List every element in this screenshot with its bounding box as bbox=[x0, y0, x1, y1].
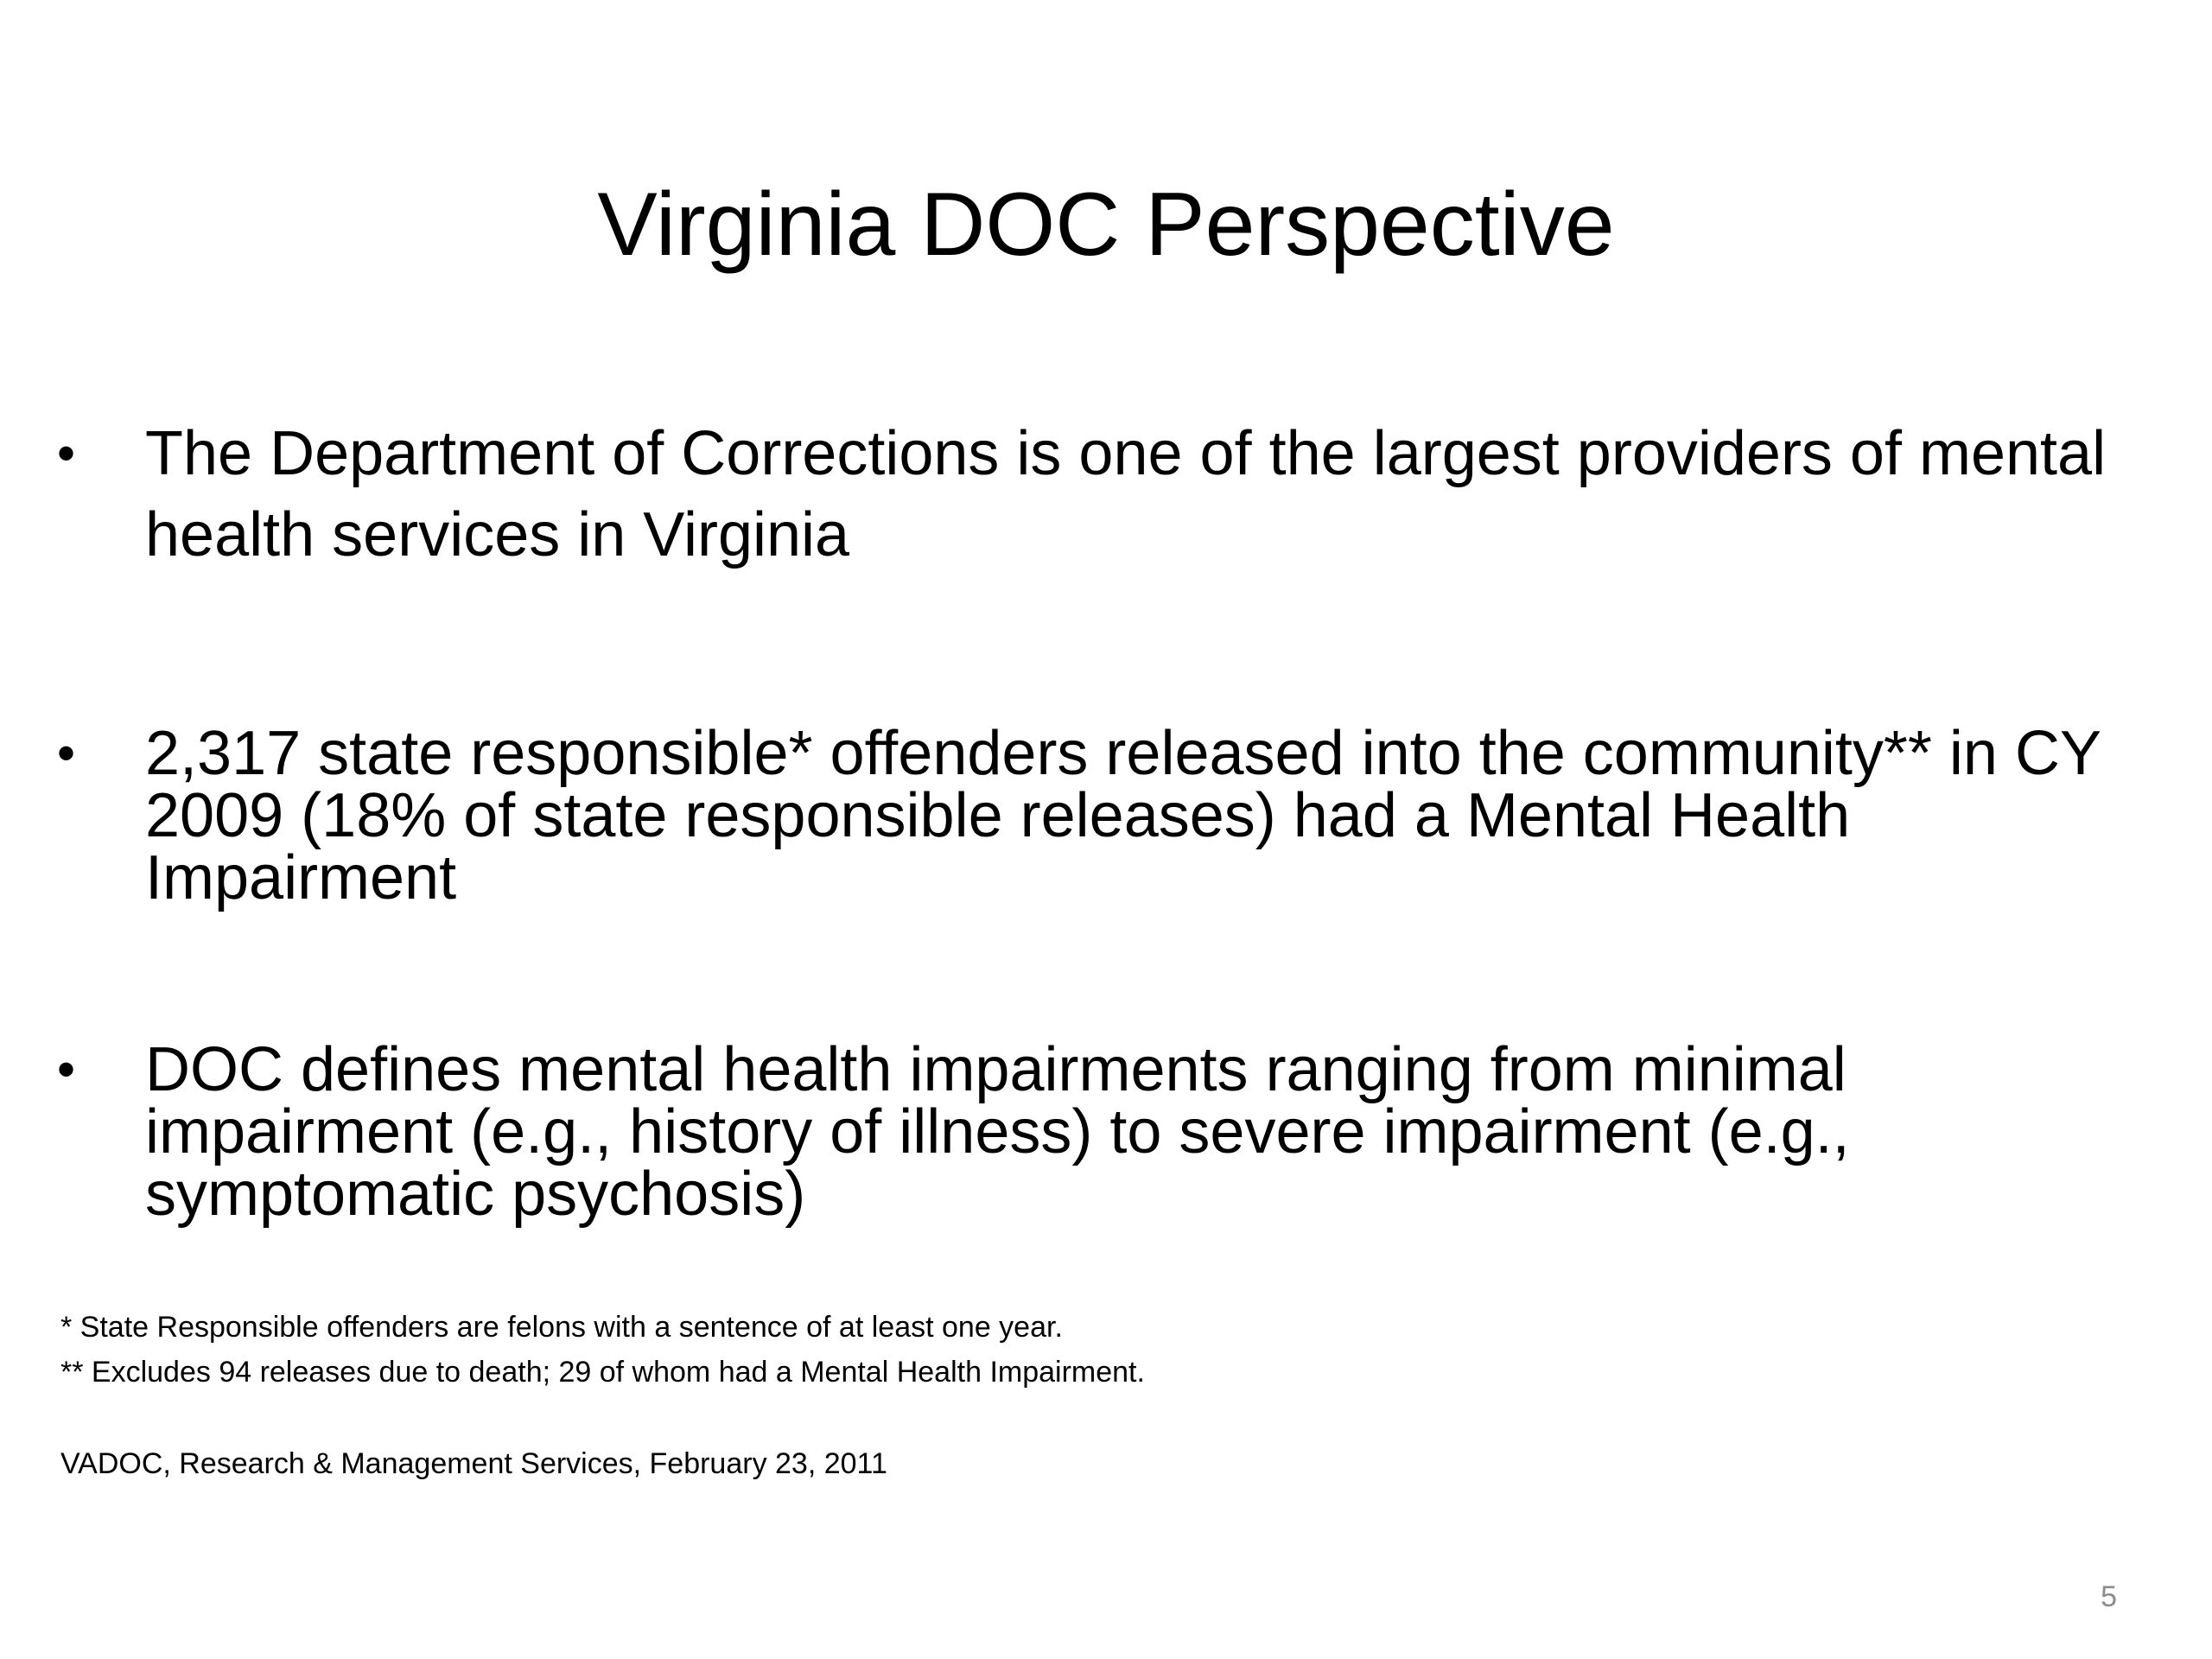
bullet-text: 2,317 state responsible* offenders released into the community** in CY 2009 (18% of state responsible releases) had a Mental Health Impairment bbox=[145, 719, 2101, 912]
bullet-list bbox=[57, 413, 2165, 1229]
bullet-item bbox=[57, 1035, 2165, 1229]
footnote-state-responsible: * State Responsible offenders are felons with a sentence of at least one year. bbox=[60, 1311, 1063, 1344]
source-citation: VADOC, Research & Management Services, February 23, 2011 bbox=[60, 1447, 887, 1480]
bullet-item bbox=[57, 719, 2165, 912]
footnotes bbox=[60, 1305, 1145, 1395]
bullet-item bbox=[57, 413, 2165, 575]
page-number: 5 bbox=[2101, 1580, 2117, 1613]
bullet-icon: • bbox=[57, 1040, 76, 1098]
bullet-icon: • bbox=[57, 724, 76, 782]
bullet-text: The Department of Corrections is one of the largest providers of mental health services in Virginia bbox=[145, 419, 2107, 569]
slide-title: Virginia DOC Perspective bbox=[597, 175, 1615, 275]
bullet-text: DOC defines mental health impairments ranging from minimal impairment (e.g., history of illness) to severe impairment (e.g., symptomatic psychosis) bbox=[145, 1035, 1850, 1229]
footnote-excludes-deaths: ** Excludes 94 releases due to death; 29 of whom had a Mental Health Impairment. bbox=[60, 1356, 1145, 1389]
bullet-icon: • bbox=[57, 424, 76, 482]
